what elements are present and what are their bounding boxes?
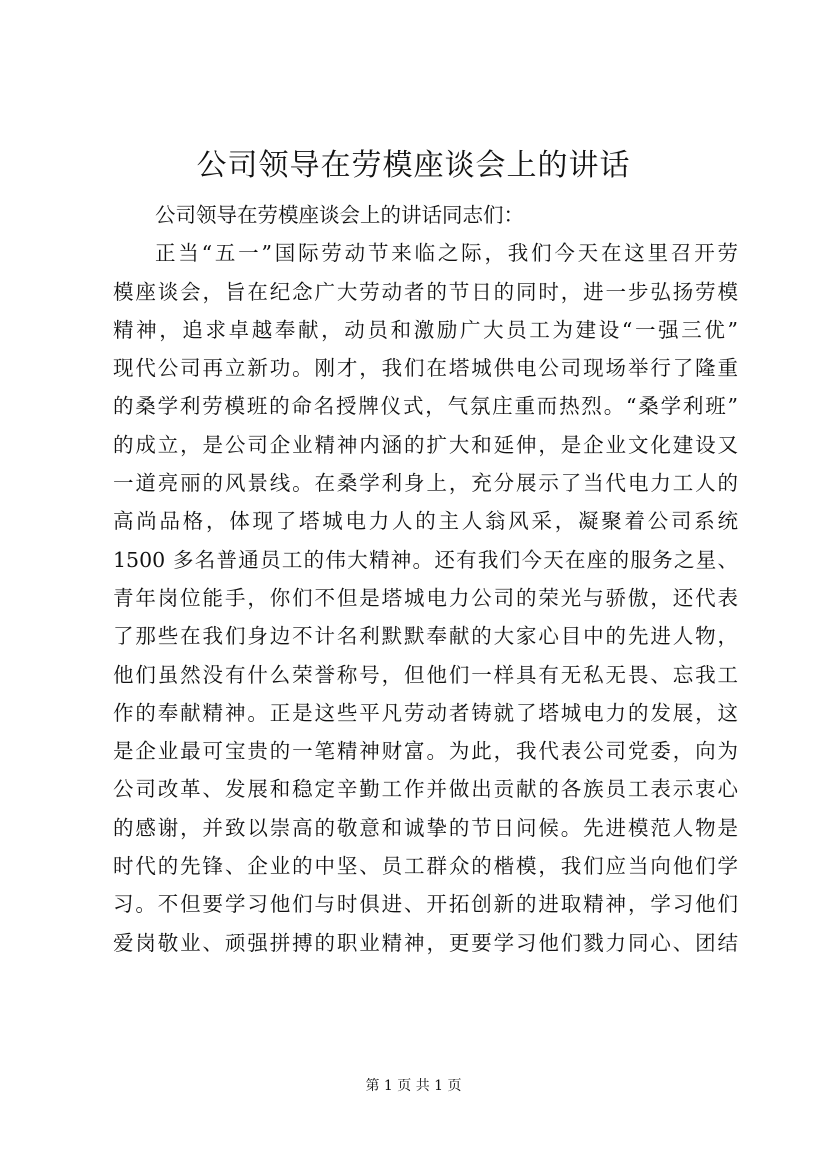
body-line: 的成立，是公司企业精神内涵的扩大和延伸，是企业文化建设又 [113, 432, 738, 457]
body-line: 时代的先锋、企业的中坚、员工群众的楷模，我们应当向他们学 [113, 854, 738, 879]
body-line: 爱岗敬业、顽强拼搏的职业精神，更要学习他们戮力同心、团结 [113, 930, 738, 955]
body-line: 他们虽然没有什么荣誉称号，但他们一样具有无私无畏、忘我工 [113, 662, 738, 687]
body-line: 习。不但要学习他们与时俱进、开拓创新的进取精神，学习他们 [113, 892, 738, 917]
body-line: 青年岗位能手，你们不但是塔城电力公司的荣光与骄傲，还代表 [113, 585, 738, 610]
body-line: 精神，追求卓越奉献，动员和激励广大员工为建设“一强三优” [113, 317, 738, 342]
body-line: 是企业最可宝贵的一笔精神财富。为此，我代表公司党委，向为 [113, 739, 738, 764]
body-line: 作的奉献精神。正是这些平凡劳动者铸就了塔城电力的发展，这 [113, 700, 738, 725]
body-line: 公司改革、发展和稳定辛勤工作并做出贡献的各族员工表示衷心 [113, 777, 738, 802]
body-line: 现代公司再立新功。刚才，我们在塔城供电公司现场举行了隆重 [113, 356, 738, 381]
document-title: 公司领导在劳模座谈会上的讲话 [196, 148, 631, 183]
body-line: 公司领导在劳模座谈会上的讲话同志们： [155, 203, 524, 227]
body-line: 正当“五一”国际劳动节来临之际，我们今天在这里召开劳 [155, 241, 738, 266]
body-line: 的感谢，并致以崇高的敬意和诚挚的节日问候。先进模范人物是 [113, 815, 738, 840]
body-line: 的桑学利劳模班的命名授牌仪式，气氛庄重而热烈。“桑学利班” [113, 394, 738, 419]
document-body [113, 196, 738, 962]
body-line: 1500 多名普通员工的伟大精神。还有我们今天在座的服务之星、 [113, 547, 738, 572]
body-line: 了那些在我们身边不计名利默默奉献的大家心目中的先进人物， [113, 624, 738, 649]
body-line: 高尚品格，体现了塔城电力人的主人翁风采，凝聚着公司系统 [113, 509, 738, 534]
body-line: 一道亮丽的风景线。在桑学利身上，充分展示了当代电力工人的 [113, 471, 738, 496]
body-line: 模座谈会，旨在纪念广大劳动者的节日的同时，进一步弘扬劳模 [113, 279, 738, 304]
page-footer: 第 1 页 共 1 页 [365, 1078, 462, 1094]
